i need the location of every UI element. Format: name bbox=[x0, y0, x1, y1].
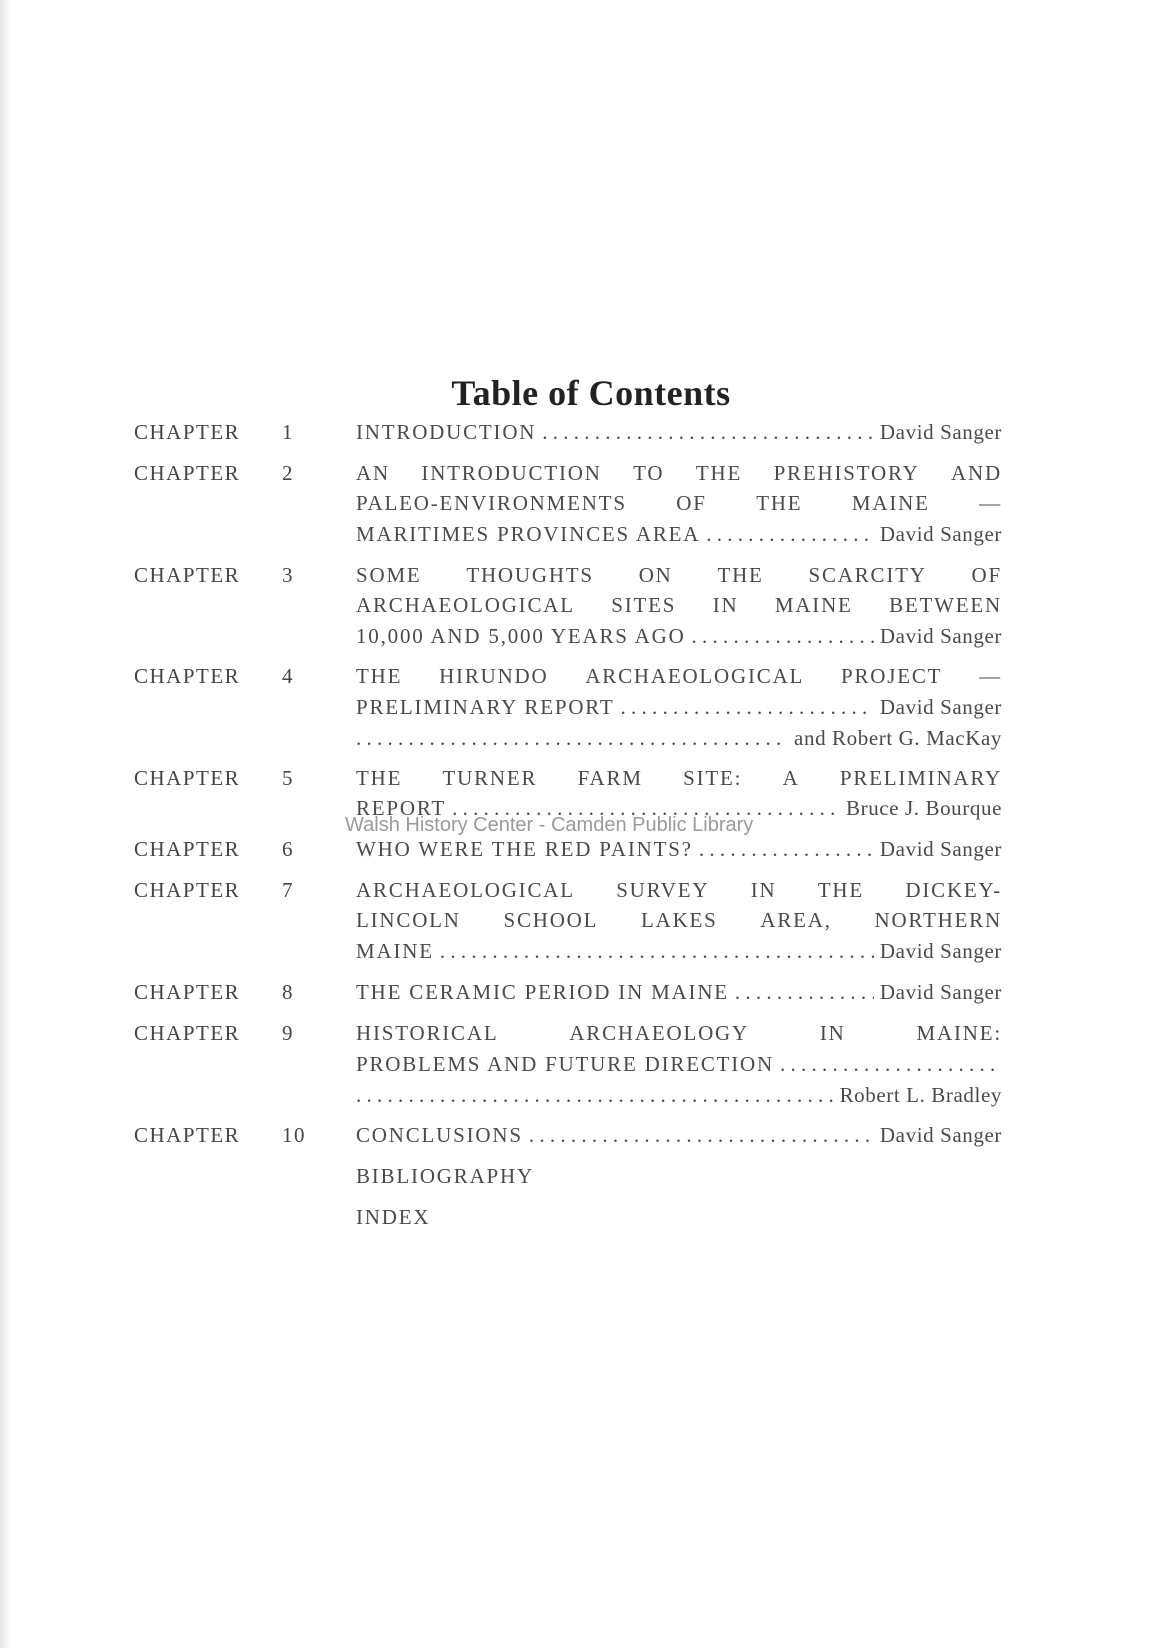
chapter-word: CHAPTER bbox=[134, 766, 241, 790]
chapter-word: CHAPTER bbox=[134, 837, 241, 861]
chapter-author: Bruce J. Bourque bbox=[846, 796, 1002, 820]
title-word: SITES bbox=[611, 593, 677, 617]
page-title: Table of Contents bbox=[451, 373, 731, 413]
title-word: THE bbox=[817, 878, 865, 902]
title-word: NORTHERN bbox=[874, 908, 1002, 932]
chapter-author: David Sanger bbox=[879, 624, 1002, 648]
title-word: THE bbox=[356, 766, 403, 790]
title-word: SURVEY bbox=[616, 878, 710, 902]
chapter-entry-line bbox=[356, 695, 1002, 720]
chapter-label bbox=[134, 766, 302, 791]
chapter-number: 7 bbox=[282, 878, 294, 902]
title-word: IN bbox=[750, 878, 777, 902]
chapter-entry-line bbox=[356, 939, 1002, 964]
title-word: A bbox=[782, 766, 800, 790]
title-word: BETWEEN bbox=[889, 593, 1002, 617]
title-word: THE bbox=[695, 461, 743, 485]
title-word: SCHOOL bbox=[503, 908, 599, 932]
title-word: FARM bbox=[577, 766, 643, 790]
chapter-word: CHAPTER bbox=[134, 878, 241, 902]
title-word: TURNER bbox=[442, 766, 538, 790]
chapter-label bbox=[134, 837, 302, 862]
chapter-entry-line bbox=[356, 726, 1002, 751]
title-word: ON bbox=[638, 563, 673, 587]
title-word: ARCHAEOLOGICAL bbox=[356, 593, 575, 617]
title-word: INTRODUCTION bbox=[421, 461, 602, 485]
chapter-title-line bbox=[356, 878, 1002, 903]
chapter-word: CHAPTER bbox=[134, 420, 241, 444]
chapter-word: CHAPTER bbox=[134, 461, 241, 485]
title-word: THE bbox=[717, 563, 764, 587]
chapter-title-line bbox=[356, 461, 1002, 486]
chapter-author: David Sanger bbox=[879, 980, 1002, 1004]
chapter-word: CHAPTER bbox=[134, 1021, 241, 1045]
title-word: OF bbox=[676, 491, 707, 515]
title-word: AN bbox=[356, 461, 390, 485]
chapter-label bbox=[134, 1123, 306, 1148]
chapter-author: David Sanger bbox=[879, 939, 1002, 963]
title-word: LINCOLN bbox=[356, 908, 461, 932]
dot-leader bbox=[620, 695, 873, 720]
chapter-title-text: MAINE bbox=[356, 939, 434, 963]
chapter-author: David Sanger bbox=[879, 522, 1002, 546]
chapter-title-text: INTRODUCTION bbox=[356, 420, 537, 444]
chapter-label bbox=[134, 980, 302, 1005]
title-word: — bbox=[979, 664, 1002, 688]
chapter-title-text: CONCLUSIONS bbox=[356, 1123, 523, 1147]
chapter-entry-line bbox=[356, 1123, 1002, 1148]
chapter-entry-line bbox=[356, 522, 1002, 547]
chapter-author: David Sanger bbox=[879, 695, 1002, 719]
chapter-title-line bbox=[356, 1021, 1002, 1046]
chapter-label bbox=[134, 420, 302, 445]
title-word: IN bbox=[819, 1021, 846, 1045]
dot-leader bbox=[542, 420, 874, 445]
chapter-title-line bbox=[356, 563, 1002, 588]
chapter-number: 5 bbox=[282, 766, 294, 790]
chapter-word: CHAPTER bbox=[134, 563, 241, 587]
back-matter-entry: BIBLIOGRAPHY bbox=[356, 1164, 534, 1188]
title-word: PRELIMINARY bbox=[839, 766, 1002, 790]
dot-leader bbox=[692, 624, 874, 649]
chapter-title-text: PRELIMINARY REPORT bbox=[356, 695, 615, 719]
chapter-word: CHAPTER bbox=[134, 980, 241, 1004]
chapter-number: 1 bbox=[282, 420, 294, 444]
chapter-entry-line bbox=[356, 1052, 1002, 1077]
chapter-number: 2 bbox=[282, 461, 294, 485]
title-word: DICKEY- bbox=[905, 878, 1002, 902]
dot-leader bbox=[356, 726, 788, 751]
chapter-title-line bbox=[356, 491, 1002, 516]
title-word: ARCHAEOLOGICAL bbox=[585, 664, 805, 688]
chapter-entry-line bbox=[356, 980, 1002, 1005]
title-word: AREA, bbox=[760, 908, 832, 932]
title-word: PROJECT bbox=[841, 664, 943, 688]
title-word: ARCHAEOLOGY bbox=[569, 1021, 749, 1045]
chapter-title-text: REPORT bbox=[356, 796, 447, 820]
chapter-title-text: THE CERAMIC PERIOD IN MAINE bbox=[356, 980, 729, 1004]
chapter-author: David Sanger bbox=[879, 837, 1002, 861]
chapter-label bbox=[134, 1021, 302, 1046]
watermark: Walsh History Center - Camden Public Library bbox=[345, 814, 754, 836]
dot-leader bbox=[440, 939, 874, 964]
title-word: THE bbox=[356, 664, 403, 688]
title-word: PALEO-ENVIRONMENTS bbox=[356, 491, 627, 515]
dot-leader bbox=[706, 522, 874, 547]
chapter-number: 10 bbox=[282, 1123, 306, 1147]
title-word: HISTORICAL bbox=[356, 1021, 499, 1045]
chapter-number: 9 bbox=[282, 1021, 294, 1045]
chapter-title-line bbox=[356, 766, 1002, 791]
title-word: ARCHAEOLOGICAL bbox=[356, 878, 575, 902]
chapter-title-line bbox=[356, 664, 1002, 689]
chapter-title-text: PROBLEMS AND FUTURE DIRECTION bbox=[356, 1052, 774, 1076]
chapter-title-text: 10,000 AND 5,000 YEARS AGO bbox=[356, 624, 686, 648]
chapter-number: 4 bbox=[282, 664, 294, 688]
chapter-title-line bbox=[356, 593, 1002, 618]
chapter-author: and Robert G. MacKay bbox=[794, 726, 1002, 750]
title-word: THE bbox=[756, 491, 803, 515]
dot-leader bbox=[356, 1083, 834, 1108]
page-edge-shadow bbox=[0, 0, 12, 1648]
dot-leader bbox=[780, 1052, 1002, 1077]
chapter-number: 3 bbox=[282, 563, 294, 587]
title-word: THOUGHTS bbox=[466, 563, 594, 587]
title-word: OF bbox=[971, 563, 1002, 587]
chapter-entry-line bbox=[356, 624, 1002, 649]
dot-leader bbox=[735, 980, 874, 1005]
chapter-entry-line bbox=[356, 420, 1002, 445]
chapter-word: CHAPTER bbox=[134, 664, 241, 688]
title-word: PREHISTORY bbox=[773, 461, 920, 485]
title-word: LAKES bbox=[640, 908, 718, 932]
title-word: TO bbox=[633, 461, 665, 485]
title-word: MAINE bbox=[851, 491, 930, 515]
chapter-word: CHAPTER bbox=[134, 1123, 241, 1147]
title-word: HIRUNDO bbox=[439, 664, 549, 688]
title-word: AND bbox=[951, 461, 1002, 485]
chapter-title-text: WHO WERE THE RED PAINTS? bbox=[356, 837, 693, 861]
title-word: SITE: bbox=[683, 766, 743, 790]
chapter-label bbox=[134, 461, 302, 486]
chapter-number: 6 bbox=[282, 837, 294, 861]
title-word: MAINE bbox=[774, 593, 853, 617]
chapter-number: 8 bbox=[282, 980, 294, 1004]
dot-leader bbox=[529, 1123, 874, 1148]
chapter-entry-line bbox=[356, 1083, 1002, 1108]
chapter-author: Robert L. Bradley bbox=[839, 1083, 1002, 1107]
chapter-title-line bbox=[356, 908, 1002, 933]
chapter-author: David Sanger bbox=[879, 1123, 1002, 1147]
chapter-label bbox=[134, 664, 302, 689]
title-word: MAINE: bbox=[916, 1021, 1002, 1045]
title-word: SOME bbox=[356, 563, 422, 587]
back-matter-entry: INDEX bbox=[356, 1205, 431, 1229]
title-word: SCARCITY bbox=[808, 563, 927, 587]
dot-leader bbox=[699, 837, 874, 862]
title-word: IN bbox=[712, 593, 739, 617]
chapter-label bbox=[134, 563, 302, 588]
chapter-author: David Sanger bbox=[879, 420, 1002, 444]
chapter-entry-line bbox=[356, 837, 1002, 862]
chapter-title-text: MARITIMES PROVINCES AREA bbox=[356, 522, 701, 546]
chapter-label bbox=[134, 878, 302, 903]
title-word: — bbox=[979, 491, 1002, 515]
